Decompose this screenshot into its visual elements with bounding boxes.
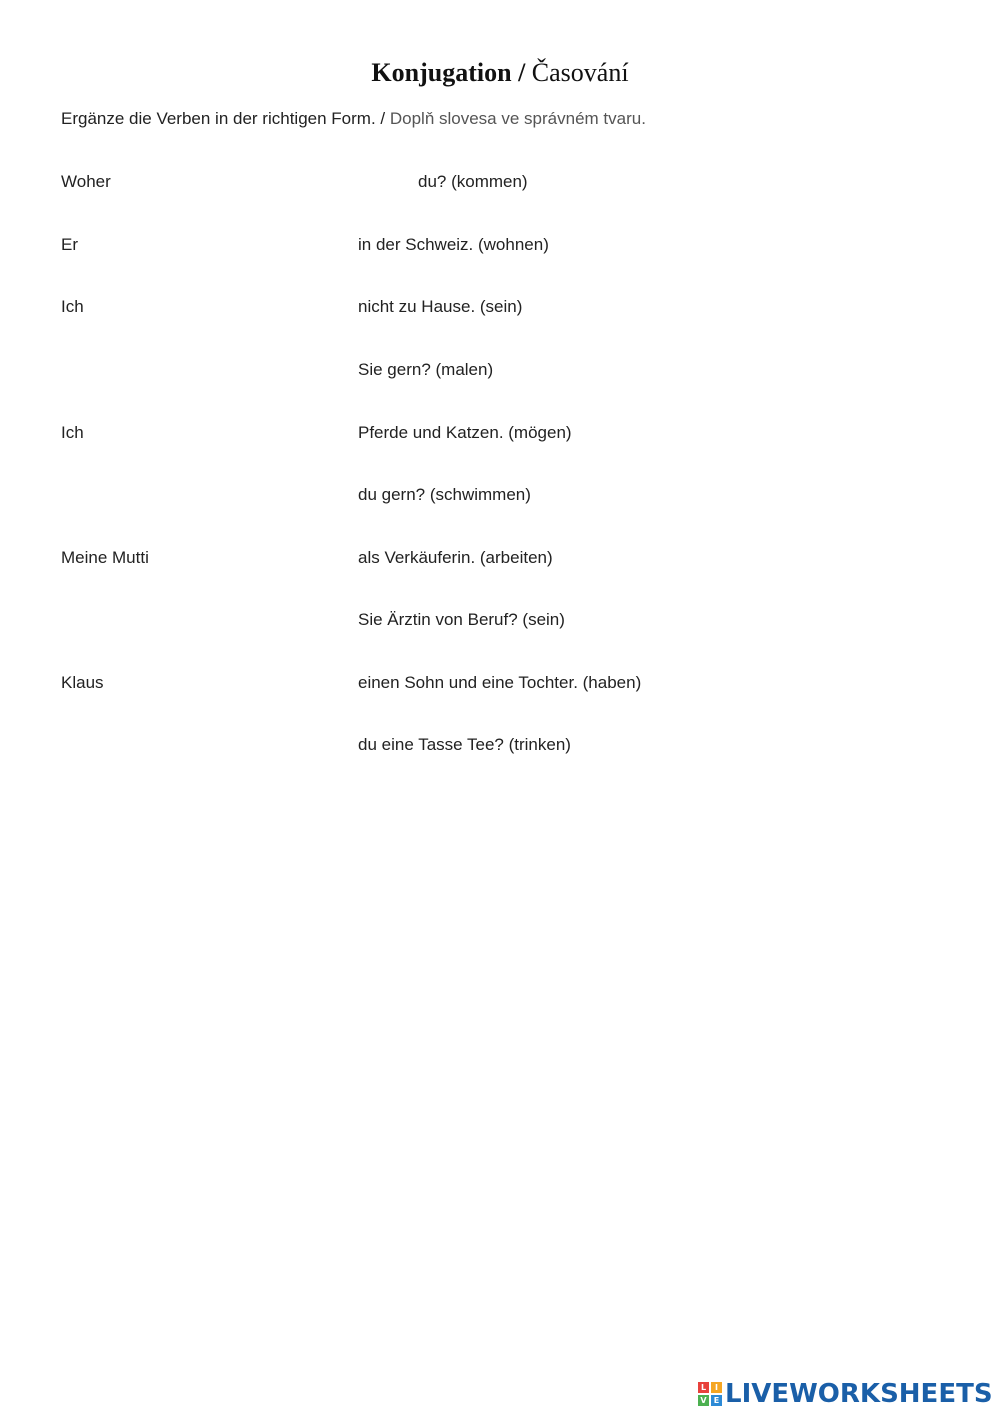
- page-title: [0, 58, 1000, 88]
- exercise-row-10: [0, 735, 1000, 759]
- row-subject: Ich: [61, 423, 84, 442]
- instruction: [61, 109, 646, 129]
- logo-letter: L: [698, 1382, 709, 1393]
- logo-letter: V: [698, 1395, 709, 1406]
- title-czech: Časování: [531, 58, 629, 87]
- row-text: du? (kommen): [418, 172, 528, 191]
- exercise-row-3: [0, 297, 1000, 321]
- row-subject: Er: [61, 235, 78, 254]
- exercise-row-8: [0, 610, 1000, 634]
- exercise-row-4: [0, 360, 1000, 384]
- row-text: Pferde und Katzen. (mögen): [358, 423, 572, 442]
- liveworksheets-logo[interactable]: [698, 1379, 993, 1409]
- row-subject: Woher: [61, 172, 111, 191]
- row-text: Sie gern? (malen): [358, 360, 494, 379]
- exercise-row-6: [0, 485, 1000, 509]
- row-text: als Verkäuferin. (arbeiten): [358, 548, 553, 567]
- row-text: einen Sohn und eine Tochter. (haben): [358, 673, 642, 692]
- exercise-row-2: [0, 235, 1000, 259]
- instruction-separator: . /: [370, 109, 390, 128]
- row-subject: Klaus: [61, 673, 104, 692]
- row-text: nicht zu Hause. (sein): [358, 297, 523, 316]
- row-text: du eine Tasse Tee? (trinken): [358, 735, 571, 754]
- logo-letter: I: [711, 1382, 722, 1393]
- logo-text: LIVEWORKSHEETS: [725, 1379, 993, 1409]
- row-subject: Ich: [61, 297, 84, 316]
- exercise-row-9: [0, 673, 1000, 697]
- row-text: in der Schweiz. (wohnen): [358, 235, 549, 254]
- instruction-czech: Doplň slovesa ve správném tvaru.: [389, 109, 646, 128]
- title-german: Konjugation /: [371, 58, 526, 87]
- logo-letter: E: [711, 1395, 722, 1406]
- row-text: du gern? (schwimmen): [358, 485, 531, 504]
- row-subject: Meine Mutti: [61, 548, 149, 567]
- exercise-row-1: [0, 172, 1000, 196]
- exercise-row-7: [0, 548, 1000, 572]
- instruction-german: Ergänze die Verben in der richtigen Form: [61, 109, 371, 128]
- exercise-row-5: [0, 423, 1000, 447]
- row-text: Sie Ärztin von Beruf? (sein): [358, 610, 565, 629]
- logo-icon: [698, 1382, 722, 1406]
